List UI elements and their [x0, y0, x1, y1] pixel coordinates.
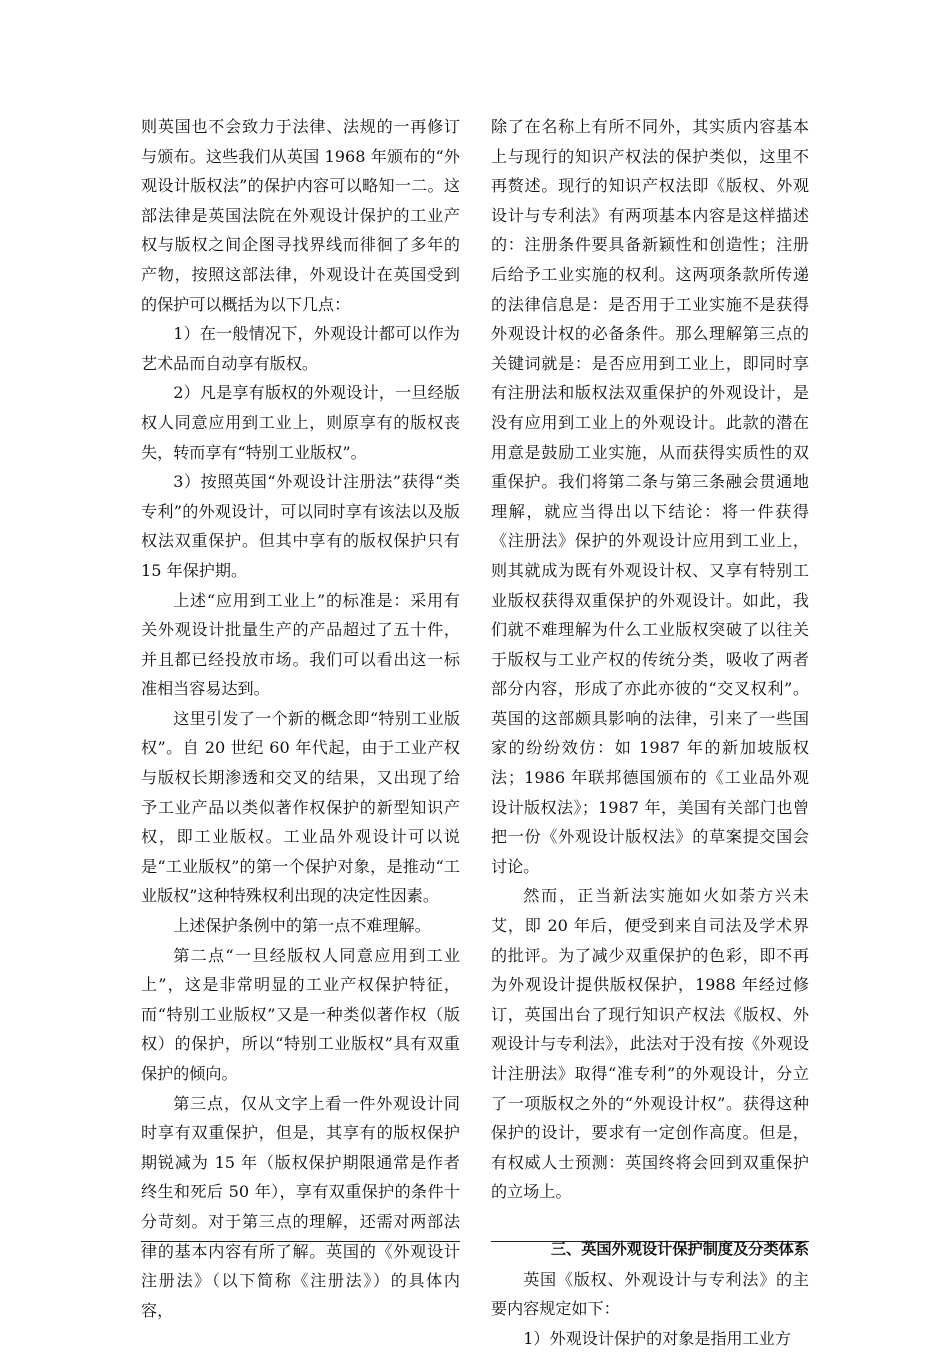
footer-rule-right	[491, 1241, 809, 1242]
paragraph-right-2: 然而，正当新法实施如火如荼方兴未艾，即 20 年后，便受到来自司法及学术界的批评。为了减少双重保护的色彩，即不再为外观设计提供版权保护，1988 年经过修订，英国出台了现行知识产权法《版权、外观设计与专利法》，此法对于没有按《外观设计注册法》取得“准专利”的外观设计，分立了一项版权之外的“外观设计权”。获得这种保护的设计，要求有一定创作高度。但是，有权威人士预测：英国终将会回到双重保护的立场上。	[491, 886, 809, 1202]
paragraph-left-1: 则英国也不会致力于法律、法规的一再修订与颁布。这些我们从英国 1968 年颁布的“外观设计版权法”的保护内容可以略知一二。这部法律是英国法院在外观设计保护的工业产权与版权之间企图寻找界线而徘徊了多年的产物，按照这部法律，外观设计在英国受到的保护可以概括为以下几点：	[141, 117, 460, 314]
paragraph-left-9: 第三点，仅从文字上看一件外观设计同时享有双重保护，但是，其享有的版权保护期锐减为 15 年（版权保护期限通常是作者终生和死后 50 年），享有双重保护的条件十分苛刻。对于第三点的理解，还需对两部法律的基本内容有所了解。英国的《外观设计注册法》（以下简称《注册法》）的具体内容，	[141, 1093, 460, 1320]
paragraph-right-3: 英国《版权、外观设计与专利法》的主要内容规定如下：	[491, 1269, 809, 1319]
paragraph-left-8: 第二点“一旦经版权人同意应用到工业上”，这是非常明显的工业产权保护特征，而“特别工业版权”又是一种类似著作权（版权）的保护，所以“特别工业版权”具有双重保护的倾向。	[141, 945, 460, 1083]
paragraph-left-4: 3）按照英国“外观设计注册法”获得“类专利”的外观设计，可以同时享有该法以及版权法双重保护。但其中享有的版权保护只有 15 年保护期。	[141, 472, 460, 580]
paragraph-right-1: 除了在名称上有所不同外，其实质内容基本上与现行的知识产权法的保护类似，这里不再赘述。现行的知识产权法即《版权、外观设计与专利法》有两项基本内容是这样描述的：注册条件要具备新颖性和创造性；注册后给予工业实施的权利。这两项条款所传递的法律信息是：是否用于工业实施不是获得外观设计权的必备条件。那么理解第三点的关键词就是：是否应用到工业上，即同时享有注册法和版权法双重保护的外观设计，是没有应用到工业上的外观设计。此款的潜在用意是鼓励工业实施，从而获得实质性的双重保护。我们将第二条与第三条融会贯通地理解，就应当得出以下结论：将一件获得《注册法》保护的外观设计应用到工业上，则其就成为既有外观设计权、又享有特别工业版权获得双重保护的外观设计。如此，我们就不难理解为什么工业版权突破了以往关于版权与工业产权的传统分类，吸收了两者部分内容，形成了亦此亦彼的“交叉权利”。英国的这部颇具影响的法律，引来了一些国家的纷纷效仿：如 1987 年的新加坡版权法；1986 年联邦德国颁布的《工业品外观设计版权法》；1987 年，美国有关部门也曾把一份《外观设计版权法》的草案提交国会讨论。	[491, 117, 809, 876]
paragraph-left-7: 上述保护条例中的第一点不难理解。	[173, 916, 431, 936]
footer-rule-left	[141, 1241, 460, 1242]
section-heading: 三、英国外观设计保护制度及分类体系	[550, 1239, 809, 1258]
paragraph-left-2: 1）在一般情况下，外观设计都可以作为艺术品而自动享有版权。	[141, 324, 460, 373]
paragraph-right-4: 1）外观设计保护的对象是指用工业方	[523, 1328, 791, 1348]
paragraph-left-3: 2）凡是享有版权的外观设计，一旦经版权人同意应用到工业上，则原享有的版权丧失，转而享有“特别工业版权”。	[141, 383, 460, 462]
paragraph-left-6: 这里引发了一个新的概念即“特别工业版权”。自 20 世纪 60 年代起，由于工业产权与版权长期渗透和交叉的结果，又出现了给予工业产品以类似著作权保护的新型知识产权，即工业版权。工业品外观设计可以说是“工业版权”的第一个保护对象，是推动“工业版权”这种特殊权利出现的决定性因素。	[141, 708, 460, 906]
right-column	[491, 112, 809, 1353]
paragraph-left-5: 上述“应用到工业上”的标准是：采用有关外观设计批量生产的产品超过了五十件，并且都已经投放市场。我们可以看出这一标准相当容易达到。	[141, 590, 460, 699]
left-column	[141, 112, 460, 1325]
